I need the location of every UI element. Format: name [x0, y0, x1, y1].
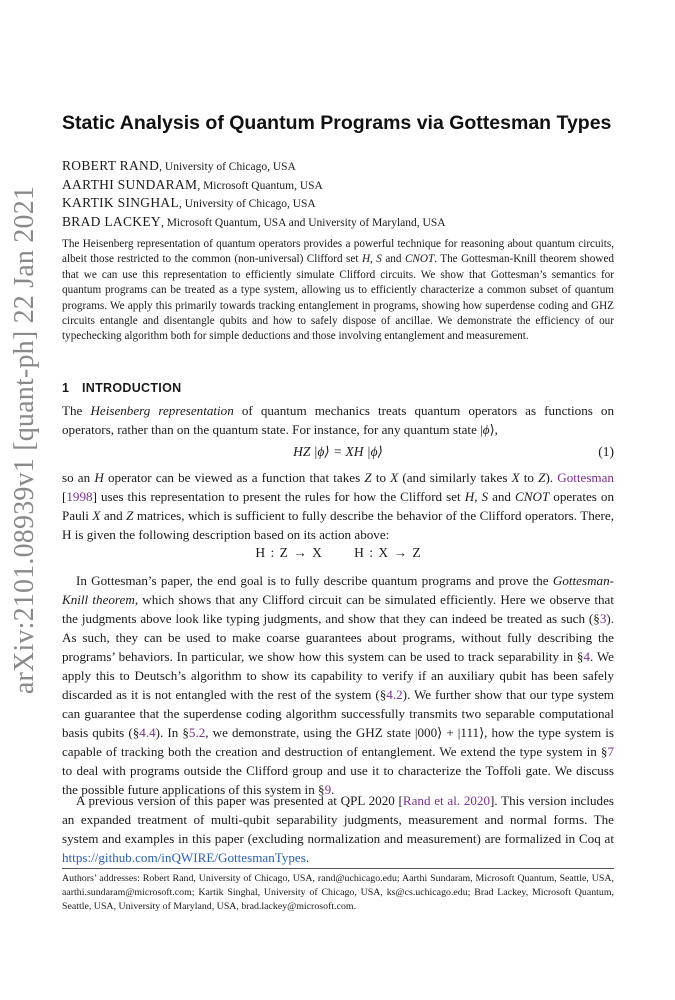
author-affiliation: , Microsoft Quantum, USA [197, 179, 323, 192]
section-number: 1 [62, 381, 70, 395]
section-link[interactable]: 3 [599, 611, 607, 626]
author-affiliation: , Microsoft Quantum, USA and University of Maryland, USA [160, 216, 446, 229]
authors-addresses-footnote: Authors’ addresses: Robert Rand, University of Chicago, USA, rand@uchicago.edu; Aarthi Sundaram, Microsoft Quantum, Seattle, USA, aarthi.sundaram@microsoft.com; Kartik Singhal, University of Chicago, USA, ks@cs.uchicago.edu; Brad Lackey, Microsoft Quantum, Seattle, USA, University of Maryland, USA, brad.lackey@microsoft.com. [62, 873, 614, 912]
section-link[interactable]: 9 [324, 782, 332, 797]
paragraph-typing-judgments: In Gottesman’s paper, the end goal is to fully describe quantum programs and prove the Gottesman-Knill theorem, which shows that any Clifford circuit can be simulated efficiently. Here we observe that the judgments above look like typing judgments, and show that they can indeed be treated as such (§3). As such, they can be used to make coarse guarantees about programs, without fully describing the programs’ behaviors. In particular, we show how this system can be used to track separability in §4. We apply this to Deutsch’s algorithm to show its capability to verify if an auxiliary qubit has been safely discarded as it is not entangled with the rest of the system (§4.2). We further show that our type system can guarantee that the superdense coding algorithm successfully transmits two separable computational basis qubits (§4.4). In §5.2, we demonstrate, using the GHZ state |000⟩ + |111⟩, how the type system is capable of tracking both the creation and destruction of entanglement. We extend the type system in §7 to deal with programs outside the Clifford group and use it to characterize the Toffoli gate. We discuss the possible future applications of this system in §9. [62, 573, 615, 797]
arxiv-identifier [8, 180, 42, 700]
citation-link[interactable]: Rand et al. 2020 [402, 793, 491, 808]
equation-content: HZ |ϕ⟩ = XH |ϕ⟩ [293, 444, 383, 459]
author-entry [62, 194, 614, 213]
section-link[interactable]: 4.2 [386, 687, 403, 702]
author-affiliation: , University of Chicago, USA [179, 198, 316, 210]
author-affiliation: , University of Chicago, USA [159, 161, 296, 173]
section-link[interactable]: 4.4 [139, 725, 156, 740]
github-link[interactable]: https://github.com/inQWIRE/GottesmanTypes [62, 850, 306, 865]
citation-link[interactable]: Gottesman [557, 470, 614, 485]
citation-year-link[interactable]: 1998 [66, 489, 93, 504]
paragraph-heisenberg: The Heisenberg representation of quantum mechanics treats quantum operators as functions on operators, rather than on the quantum state. For instance, for any quantum state |ϕ⟩, [62, 403, 615, 437]
author-entry [62, 176, 614, 195]
footnote-divider [62, 868, 614, 869]
author-list [62, 157, 614, 231]
paragraph-gottesman: so an H operator can be viewed as a function that takes Z to X (and similarly takes X to Z). Gottesman [1998] uses this representation to present the rules for how the Clifford set H, S and CNOT operates on Pauli X and Z matrices, which is sufficient to fully describe the behavior of the Clifford operators. There, H is given the following description based on its action above: [62, 470, 615, 542]
author-name: AARTHI SUNDARAM [62, 176, 198, 192]
arxiv-identifier-text: arXiv:2101.08939v1 [quant-ph] 22 Jan 2021 [9, 185, 40, 695]
equation-label: (1) [598, 444, 614, 459]
author-entry [62, 157, 614, 176]
section-heading-introduction [62, 381, 614, 395]
section-link[interactable]: 5.2 [188, 725, 206, 740]
equation-1 [62, 444, 614, 464]
paragraph-previous-version: A previous version of this paper was presented at QPL 2020 [Rand et al. 2020]. This version includes an expanded treatment of multi-qubit separability judgments, measurement and normal forms. The system and examples in this paper (excluding normalization and measurement) are formalized in Coq at https://github.com/inQWIRE/GottesmanTypes. [62, 793, 615, 865]
section-title: INTRODUCTION [82, 381, 182, 395]
author-name: ROBERT RAND [62, 158, 160, 173]
abstract: The Heisenberg representation of quantum operators provides a powerful technique for reasoning about quantum circuits, albeit those restricted to the common (non-universal) Clifford set H, S and CNOT. The Gottesman-Knill theorem showed that we can use this representation to efficiently simulate Clifford circuits. We show that Gottesman’s semantics for quantum programs can be treated as a type system, allowing us to efficiently characterize a common subset of quantum programs. We apply this primarily towards tracking entanglement in programs, showing how superdense coding and GHZ circuits entangle and disentangle qubits and how to safely dispose of ancillae. We demonstrate the efficiency of our typechecking algorithm both for simple deductions and those involving entanglement and measurement. [62, 238, 615, 343]
section-link[interactable]: 4 [583, 649, 591, 664]
paper-title: Static Analysis of Quantum Programs via Gottesman Types [62, 112, 612, 134]
author-name: BRAD LACKEY [62, 213, 161, 229]
author-entry [62, 213, 614, 232]
author-name: KARTIK SINGHAL [62, 195, 180, 210]
section-link[interactable]: 7 [607, 744, 614, 759]
hadamard-typing-rules: H : Z → X H : X → Z [255, 545, 421, 560]
